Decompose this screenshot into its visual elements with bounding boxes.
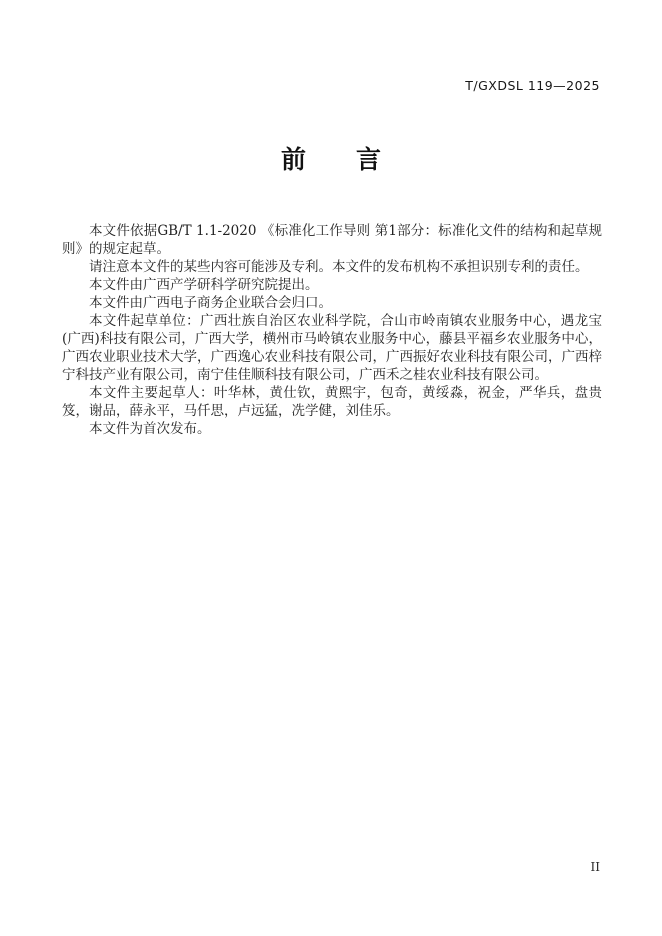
paragraph-centralized-by: 本文件由广西电子商务企业联合会归口。	[89, 295, 332, 311]
foreword-body	[62, 222, 602, 438]
page-number: II	[590, 860, 600, 874]
foreword-title: 前 言	[280, 145, 381, 174]
paragraph-drafting-organizations: 本文件起草单位：广西壮族自治区农业科学院，合山市岭南镇农业服务中心，遇龙宝(广西)科技有限公司，广西大学，横州市马岭镇农业服务中心，藤县平福乡农业服务中心，广西农业职业技术大学，广西逸心农业科技有限公司，广西振好农业科技有限公司，广西梓宁科技产业有限公司，南宁佳佳顺科技有限公司，广西禾之桂农业科技有限公司。	[62, 313, 602, 383]
paragraph-basis: 本文件依据GB/T 1.1-2020 《标准化工作导则 第1部分：标准化文件的结构和起草规则》的规定起草。	[62, 223, 602, 257]
paragraph-first-issue: 本文件为首次发布。	[89, 421, 211, 437]
paragraph-proposed-by: 本文件由广西产学研科学研究院提出。	[89, 277, 319, 293]
standard-doc-code: T/GXDSL 119—2025	[465, 78, 600, 93]
paragraph-patent-notice: 请注意本文件的某些内容可能涉及专利。本文件的发布机构不承担识别专利的责任。	[89, 259, 589, 275]
paragraph-main-drafters: 本文件主要起草人：叶华林，黄仕钦，黄熙宇，包奇，黄绥淼，祝金，严华兵，盘贵笈，谢品，薛永平，马仟思，卢远猛，冼学健，刘佳乐。	[62, 385, 602, 419]
